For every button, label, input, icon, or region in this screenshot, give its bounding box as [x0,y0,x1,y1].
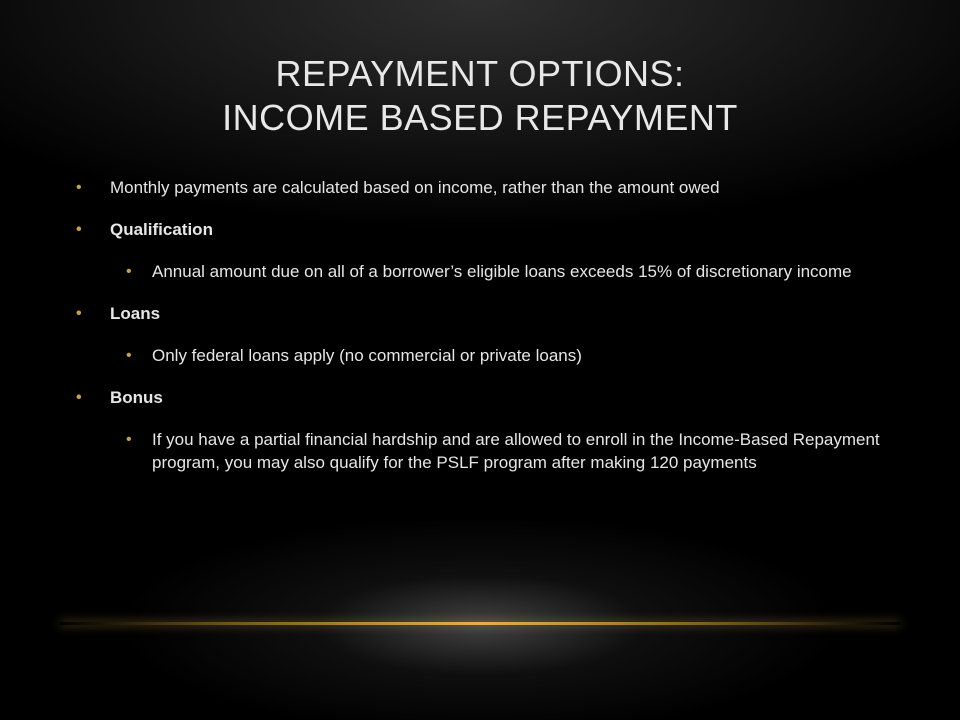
list-item-qualification-detail [76,260,896,283]
slide-title [0,52,960,140]
list-item-loans-detail [76,344,896,367]
list-item [76,176,896,199]
bullet-text: Annual amount due on all of a borrower’s eligible loans exceeds 15% of discretionary income [152,262,852,281]
bullet-text: Bonus [110,388,163,407]
bullet-list [76,176,896,474]
title-line-1: REPAYMENT OPTIONS: [275,53,685,94]
bullet-text: Only federal loans apply (no commercial or private loans) [152,346,582,365]
bullet-text: Monthly payments are calculated based on income, rather than the amount owed [110,178,720,197]
bullet-icon: • [76,179,82,196]
bullet-icon: • [126,263,132,280]
list-item-loans [76,302,896,325]
bullet-icon: • [76,389,82,406]
bullet-icon: • [126,431,132,448]
bullet-text: Qualification [110,220,213,239]
bullet-icon: • [76,305,82,322]
list-item-bonus [76,386,896,409]
bullet-text: Loans [110,304,161,323]
bottom-glow [0,520,960,720]
bullet-text: If you have a partial financial hardship and are allowed to enroll in the Income-Based Repayment program, you may also qualify for the PSLF program after making 120 payments [152,430,880,472]
bullet-icon: • [126,347,132,364]
list-item-qualification [76,218,896,241]
gold-accent-line [60,622,900,625]
list-item-bonus-detail [76,428,896,474]
title-line-2: INCOME BASED REPAYMENT [222,97,738,138]
bullet-icon: • [76,221,82,238]
